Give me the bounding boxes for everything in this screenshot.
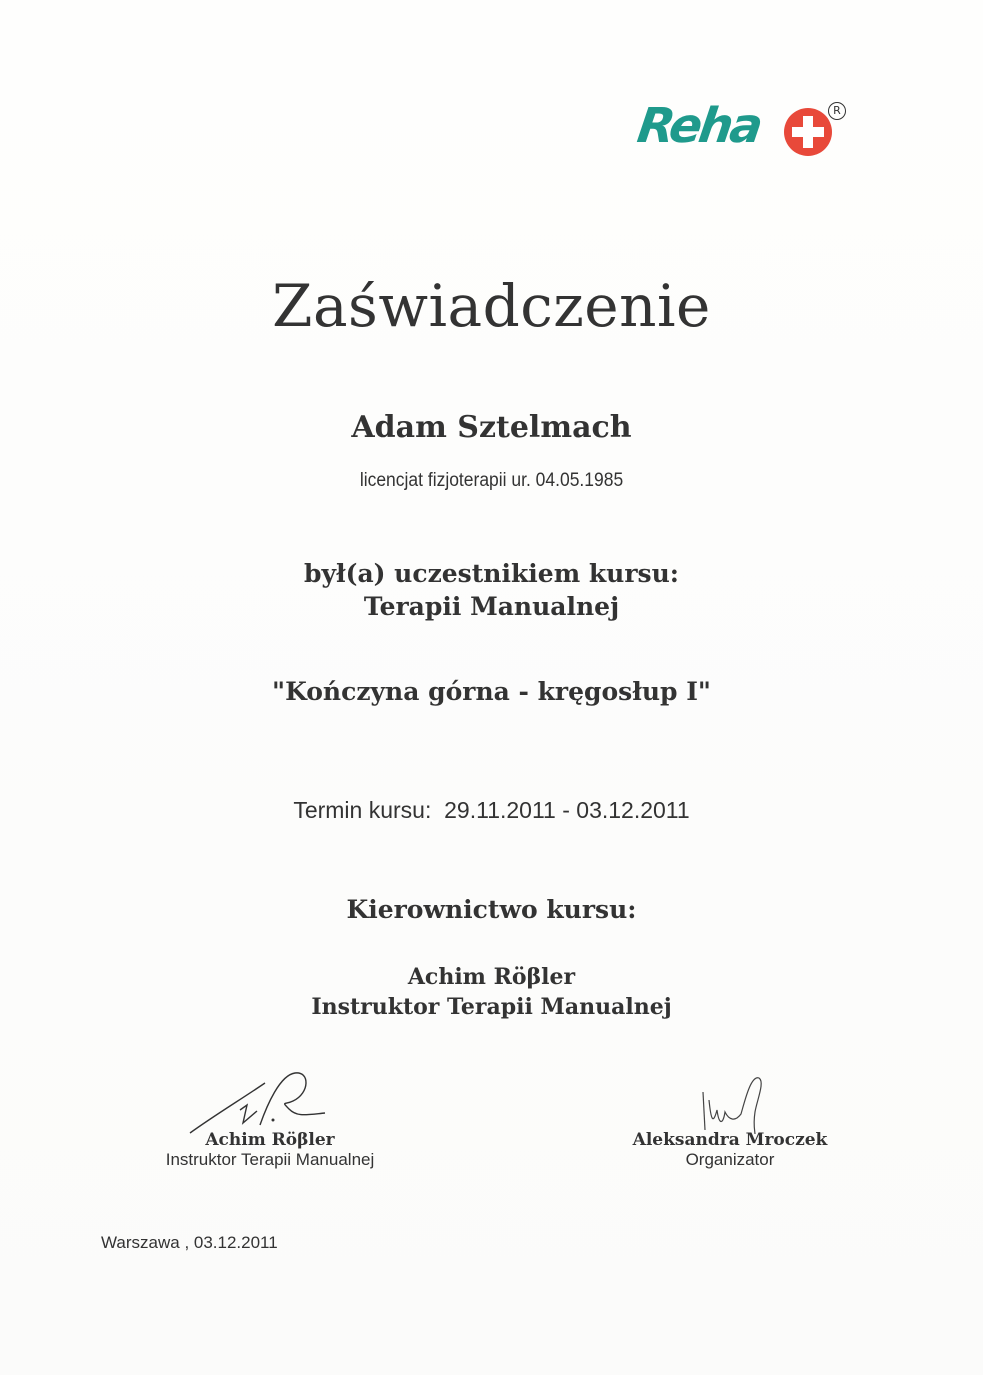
term-dates: 29.11.2011 - 03.12.2011 — [444, 797, 690, 823]
registered-mark-icon: R — [828, 102, 846, 120]
recipient-details: licencjat fizjoterapii ur. 04.05.1985 — [359, 470, 624, 491]
reha-plus-logo — [634, 96, 858, 166]
place-and-date: Warszawa , 03.12.2011 — [101, 1233, 278, 1252]
course-name: "Kończyna górna - kręgosłup I" — [272, 677, 711, 706]
participation-line-2: Terapii Manualnej — [363, 592, 620, 621]
director-role: Instruktor Terapii Manualnej — [311, 994, 672, 1020]
direction-heading: Kierownictwo kursu: — [346, 895, 637, 924]
participation-statement — [0, 557, 983, 623]
course-director — [0, 962, 983, 1022]
signature-name: Achim Röβler — [205, 1130, 335, 1150]
logo-text: Reha — [634, 98, 764, 154]
participation-line-1: był(a) uczestnikiem kursu: — [303, 559, 679, 588]
course-term — [0, 797, 983, 824]
recipient-name: Adam Sztelmach — [351, 410, 632, 445]
signature-role: Organizator — [685, 1150, 775, 1169]
signature-name: Aleksandra Mroczek — [632, 1130, 828, 1150]
term-label: Termin kursu: — [293, 797, 432, 823]
plus-cross-icon — [784, 108, 832, 156]
director-name: Achim Röβler — [407, 964, 576, 990]
certificate-title: Zaświadczenie — [272, 272, 711, 340]
signature-role: Instruktor Terapii Manualnej — [165, 1150, 375, 1169]
